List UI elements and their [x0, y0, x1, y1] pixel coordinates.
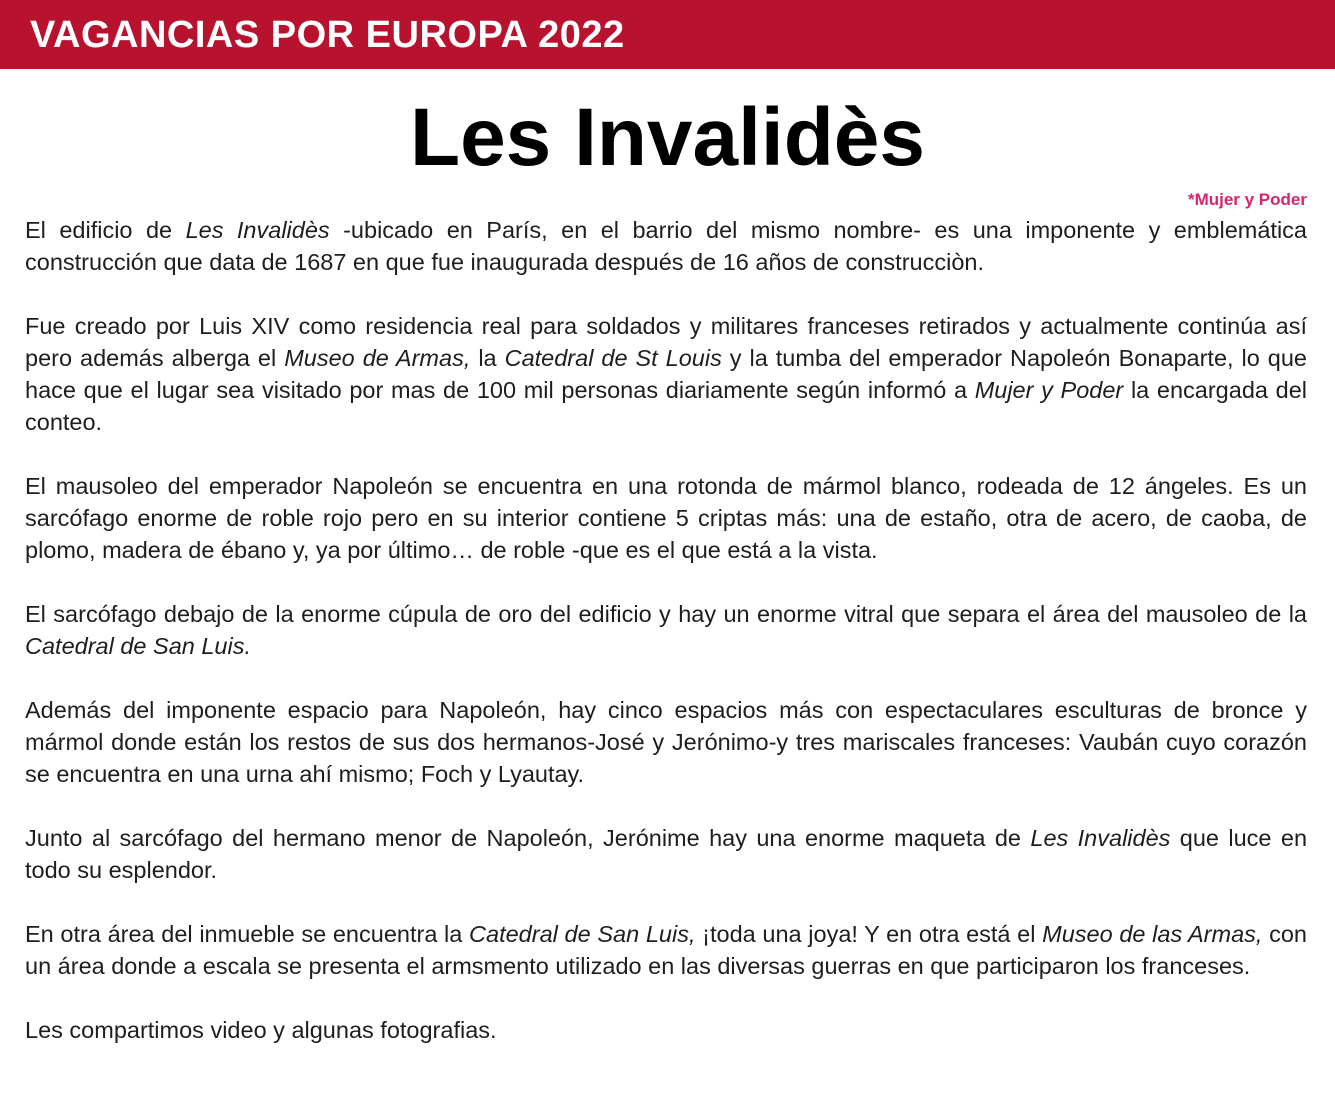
- text: ¡toda una joya! Y en otra está el: [695, 921, 1043, 947]
- text: -ubicado en París, en el barrio del mismo nombre- es una imponente y emblemática construcción que data de 1687 en que fue inaugurada después de 16 años de construcciòn.: [25, 217, 1307, 275]
- italic-text: Les Invalidès: [185, 217, 330, 243]
- article-body: [25, 214, 1307, 1078]
- italic-text: Museo de Armas,: [284, 345, 471, 371]
- paragraph-8: Les compartimos video y algunas fotografias.: [25, 1017, 497, 1043]
- italic-text: Catedral de St Louis: [504, 345, 722, 371]
- italic-text: Museo de las Armas,: [1042, 921, 1263, 947]
- italic-text: Catedral de San Luis.: [25, 633, 252, 659]
- paragraph-3: El mausoleo del emperador Napoleón se encuentra en una rotonda de mármol blanco, rodeada de 12 ángeles. Es un sarcófago enorme de roble rojo pero en su interior contiene 5 criptas más: una de estaño, otra de acero, de caoba, de plomo, madera de ébano y, ya por último… de roble -que es el que está a la vista.: [25, 473, 1307, 563]
- page-title: Les Invalidès: [409, 92, 926, 183]
- paragraph-2: [25, 310, 1307, 438]
- paragraph-7: [25, 918, 1307, 982]
- text: El sarcófago debajo de la enorme cúpula de oro del edificio y hay un enorme vitral que separa el área del mausoleo de la: [25, 601, 1307, 627]
- text: y la tumba del emperador Napoleón Bonaparte, lo que hace que el lugar sea visitado por mas de 100 mil personas diariamente según informó a: [25, 345, 1307, 403]
- italic-text: Catedral de San Luis,: [469, 921, 696, 947]
- text: la: [470, 345, 505, 371]
- paragraph-5: Además del imponente espacio para Napoleón, hay cinco espacios más con espectaculares esculturas de bronce y mármol donde están los restos de sus dos hermanos-José y Jerónimo-y tres mariscales franceses: Vaubán cuyo corazón se encuentra en una urna ahí mismo; Foch y Lyautay.: [25, 697, 1307, 787]
- banner-title: VAGANCIAS POR EUROPA 2022: [30, 14, 625, 56]
- paragraph-4: [25, 598, 1307, 662]
- text: Fue creado por Luis XIV como residencia real para soldados y militares franceses retirados y actualmente continúa así pero además alberga el: [25, 313, 1307, 371]
- paragraph-1: [25, 214, 1307, 278]
- italic-text: Mujer y Poder: [974, 377, 1124, 403]
- text: que luce en todo su esplendor.: [25, 825, 1308, 883]
- text: En otra área del inmueble se encuentra la: [25, 921, 470, 947]
- source-credit: *Mujer y Poder: [1187, 190, 1307, 209]
- italic-text: Les Invalidès: [1030, 825, 1171, 851]
- text: El edificio de: [25, 217, 186, 243]
- text: con un área donde a escala se presenta el armsmento utilizado en las diversas guerras en que participaron los franceses.: [25, 921, 1308, 979]
- text: Junto al sarcófago del hermano menor de Napoleón, Jerónime hay una enorme maqueta de: [25, 825, 1031, 851]
- paragraph-6: [25, 822, 1307, 886]
- text: la encargada del conteo.: [25, 377, 1307, 435]
- header-banner: [0, 0, 1335, 69]
